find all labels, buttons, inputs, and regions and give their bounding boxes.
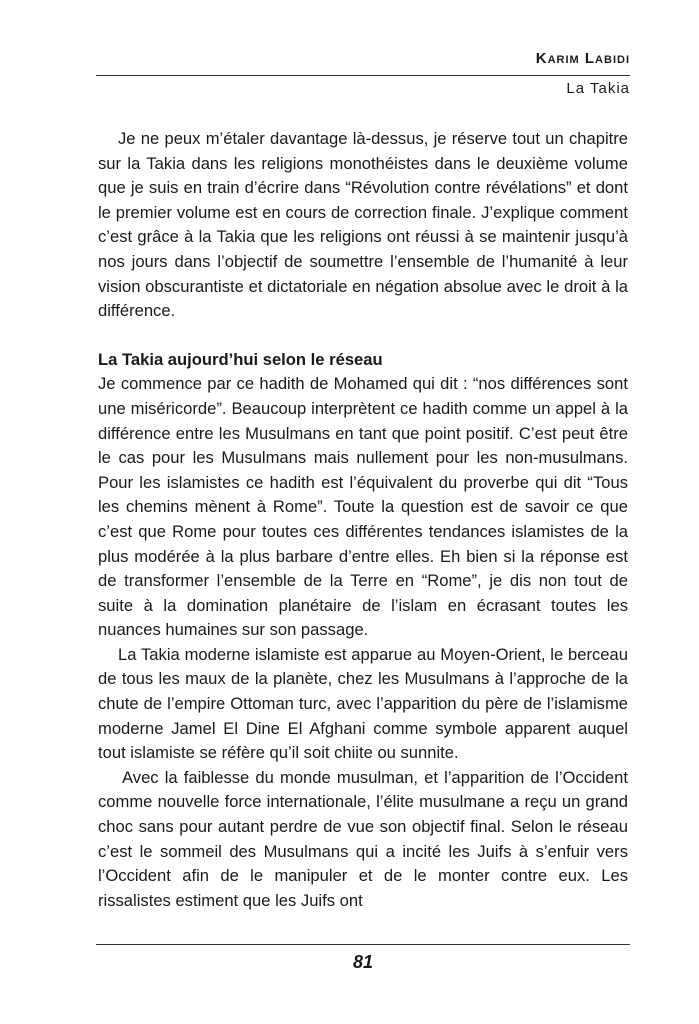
running-header-title: La Takia (566, 80, 630, 97)
running-header-author: Karim Labidi (535, 50, 630, 67)
paragraph: Avec la faiblesse du monde musulman, et l’apparition de l’Occident comme nouvelle force internationale, l’élite musulmane a reçu un grand choc sans pour autant perdre de vue son objectif final. Selon le réseau c’est le sommeil des Musulmans qui a incité les Juifs à s’enfuir vers l’Occident afin de le manipuler et de le monter contre eux. Les rissalistes estiment que les Juifs ont (98, 767, 628, 910)
page-number: 81 (352, 952, 374, 972)
paragraph: Je ne peux m’étaler davantage là-dessus, je réserve tout un chapitre sur la Takia dans les religions monothéistes dans le deuxième volume que je suis en train d’écrire dans “Révolution contre révélations” et dont le premier volume est en cours de correction finale. J’explique comment c’est grâce à la Takia que les religions ont réussi à se maintenir jusqu’à nos jours dans l’objectif de soumettre l’ensemble de l’humanité à leur vision obscurantiste et dictatoriale en négation absolue avec le droit à la différence. (98, 129, 628, 321)
book-page (96, 0, 630, 1024)
section-heading: La Takia aujourd’hui selon le réseau (98, 349, 383, 369)
paragraph: La Takia moderne islamiste est apparue au Moyen-Orient, le berceau de tous les maux de la planète, chez les Musulmans à l’approche de la chute de l’empire Ottoman turc, avec l’apparition du père de l’islamisme moderne Jamel El Dine El Afghani comme symbole apparent auquel tout islamiste se réfère qu’il soit chiite ou sunnite. (98, 644, 628, 763)
page-body (98, 127, 628, 913)
paragraph: Je commence par ce hadith de Mohamed qui dit : “nos différences sont une miséricorde”. Beaucoup interprètent ce hadith comme un appel à la différence entre les Musulmans en tant que point positif. C’est peut être le cas pour les Musulmans mais nullement pour les non-musulmans. Pour les islamistes ce hadith est l’équivalent du proverbe qui dit “Tous les chemins mènent à Rome”. Toute la question est de savoir ce que c’est que Rome pour toutes ces différentes tendances islamistes de la plus modérée à la plus barbare d’entre elles. Eh bien si la réponse est de transformer l’ensemble de la Terre en “Rome”, je dis non tout de suite à la domination planétaire de l’islam en écrasant toutes les nuances humaines sur son passage. (98, 374, 628, 640)
footer-divider (96, 944, 630, 945)
header-divider (96, 75, 630, 76)
